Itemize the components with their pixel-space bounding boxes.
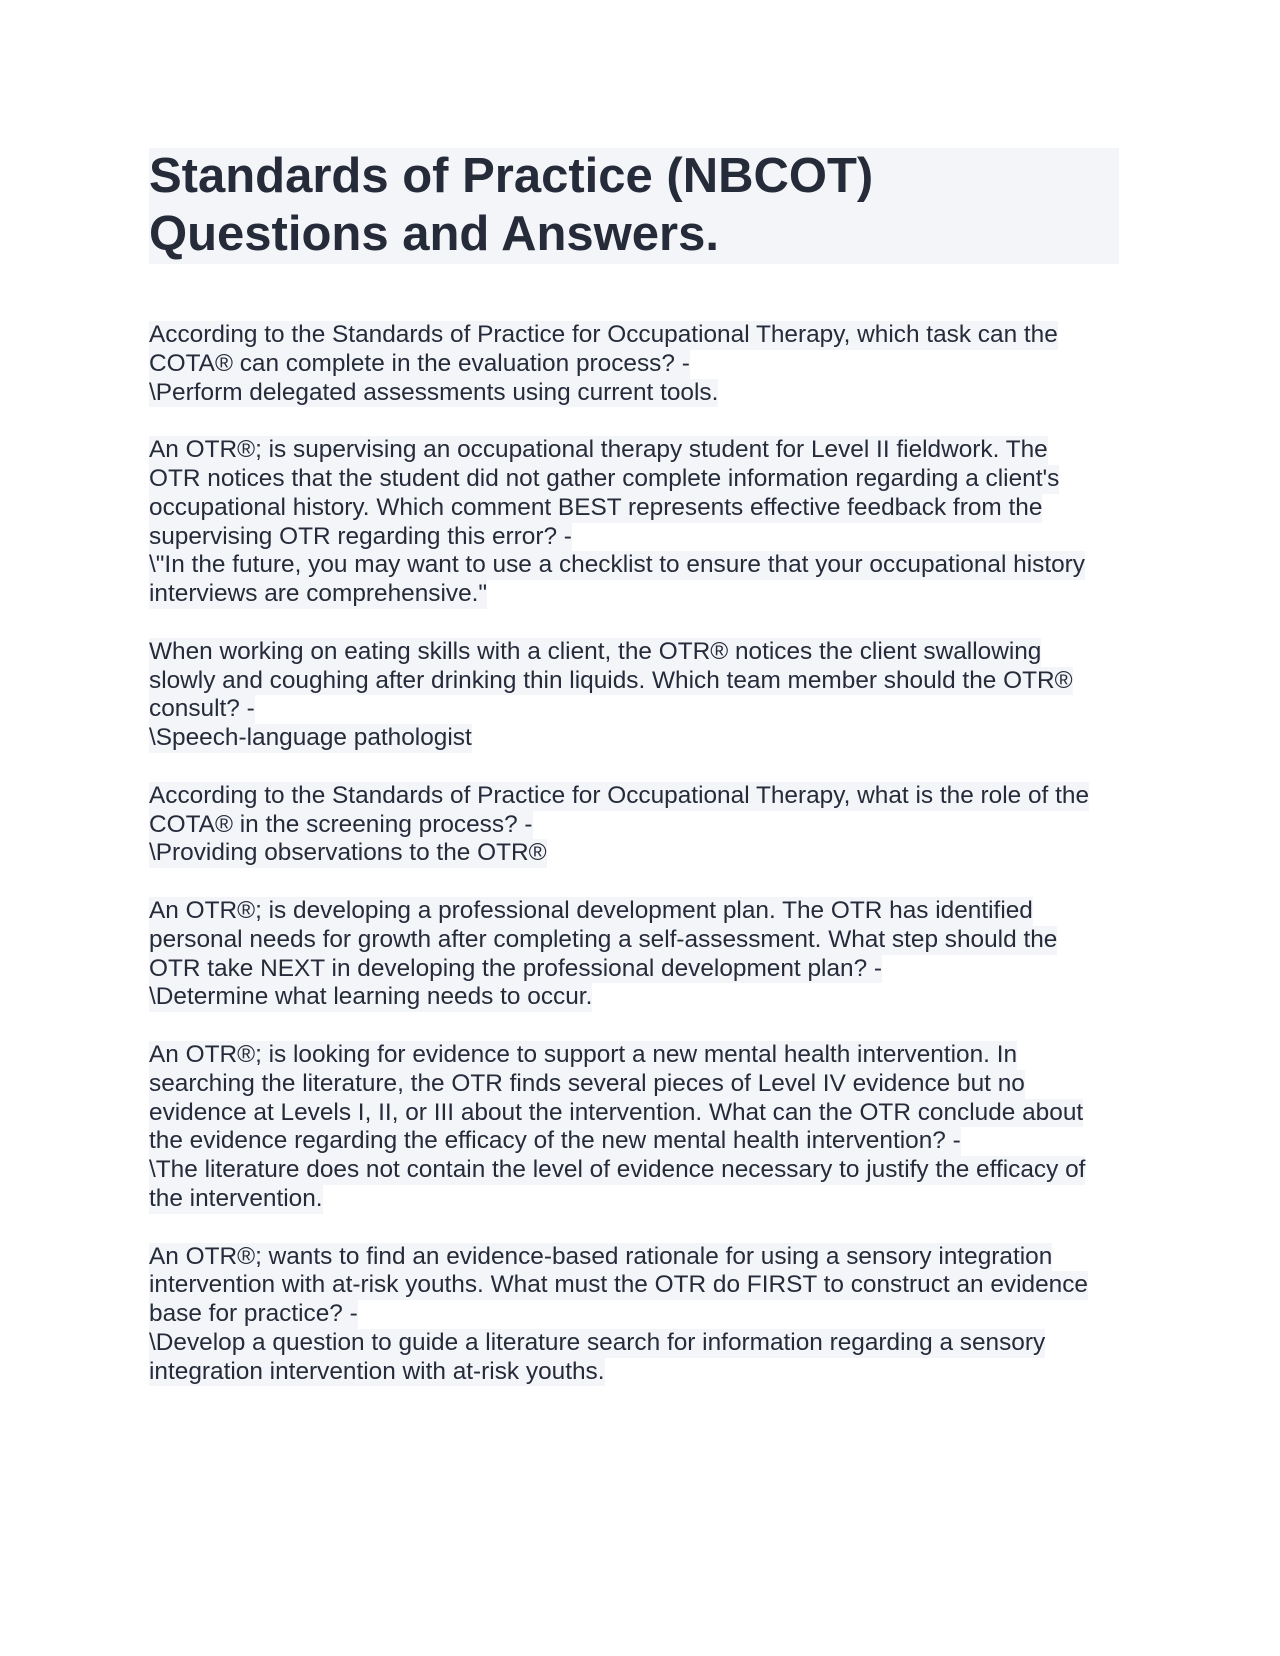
text-line: searching the literature, the OTR finds several pieces of Level IV evidence but no bbox=[149, 1069, 1025, 1097]
text-line: OTR take NEXT in developing the professional development plan? - bbox=[149, 954, 883, 982]
qa-item bbox=[149, 1041, 1129, 1214]
text-line: supervising OTR regarding this error? - bbox=[149, 522, 572, 550]
text-line: OTR notices that the student did not gather complete information regarding a client's bbox=[149, 464, 1060, 492]
text-line: According to the Standards of Practice for Occupational Therapy, which task can the bbox=[149, 321, 1058, 348]
document-title bbox=[149, 148, 1119, 264]
text-line: \Speech-language pathologist bbox=[149, 724, 472, 752]
text-line: \Perform delegated assessments using current tools. bbox=[149, 378, 719, 406]
text-line: COTA® in the screening process? - bbox=[149, 810, 533, 838]
text-line: the evidence regarding the efficacy of the new mental health intervention? - bbox=[149, 1127, 961, 1155]
text-line: COTA® can complete in the evaluation process? - bbox=[149, 349, 690, 377]
title-line: Standards of Practice (NBCOT) bbox=[149, 149, 874, 203]
text-line: slowly and coughing after drinking thin liquids. Which team member should the OTR® bbox=[149, 666, 1073, 694]
text-line: personal needs for growth after completing a self-assessment. What step should the bbox=[149, 925, 1058, 953]
text-line: \"In the future, you may want to use a checklist to ensure that your occupational history bbox=[149, 551, 1086, 579]
text-line: occupational history. Which comment BEST represents effective feedback from the bbox=[149, 493, 1043, 521]
text-line: intervention with at-risk youths. What must the OTR do FIRST to construct an evidence bbox=[149, 1271, 1088, 1299]
title-line: Questions and Answers. bbox=[149, 206, 719, 261]
text-line: \Determine what learning needs to occur. bbox=[149, 983, 593, 1011]
text-line: An OTR®; is looking for evidence to support a new mental health intervention. In bbox=[149, 1040, 1018, 1068]
text-line: base for practice? - bbox=[149, 1300, 358, 1328]
text-line: When working on eating skills with a client, the OTR® notices the client swallowing bbox=[149, 637, 1042, 665]
qa-item bbox=[149, 897, 1129, 1012]
qa-item bbox=[149, 638, 1129, 753]
qa-item bbox=[149, 321, 1129, 407]
text-line: According to the Standards of Practice for Occupational Therapy, what is the role of the bbox=[149, 781, 1090, 809]
qa-item bbox=[149, 1243, 1129, 1387]
qa-list bbox=[149, 321, 1129, 1415]
qa-item bbox=[149, 436, 1129, 609]
qa-item bbox=[149, 782, 1129, 868]
text-line: An OTR®; is supervising an occupational therapy student for Level II fieldwork. The bbox=[149, 436, 1048, 464]
text-line: An OTR®; is developing a professional development plan. The OTR has identified bbox=[149, 896, 1033, 924]
text-line: \Develop a question to guide a literature search for information regarding a sensory bbox=[149, 1328, 1046, 1356]
text-line: \The literature does not contain the level of evidence necessary to justify the efficacy of bbox=[149, 1156, 1086, 1184]
text-line: evidence at Levels I, II, or III about the intervention. What can the OTR conclude about bbox=[149, 1098, 1084, 1126]
text-line: \Providing observations to the OTR® bbox=[149, 839, 547, 867]
text-line: integration intervention with at-risk youths. bbox=[149, 1357, 605, 1385]
text-line: An OTR®; wants to find an evidence-based rationale for using a sensory integration bbox=[149, 1242, 1053, 1270]
text-line: the intervention. bbox=[149, 1184, 323, 1212]
text-line: consult? - bbox=[149, 695, 255, 723]
text-line: interviews are comprehensive." bbox=[149, 580, 488, 608]
